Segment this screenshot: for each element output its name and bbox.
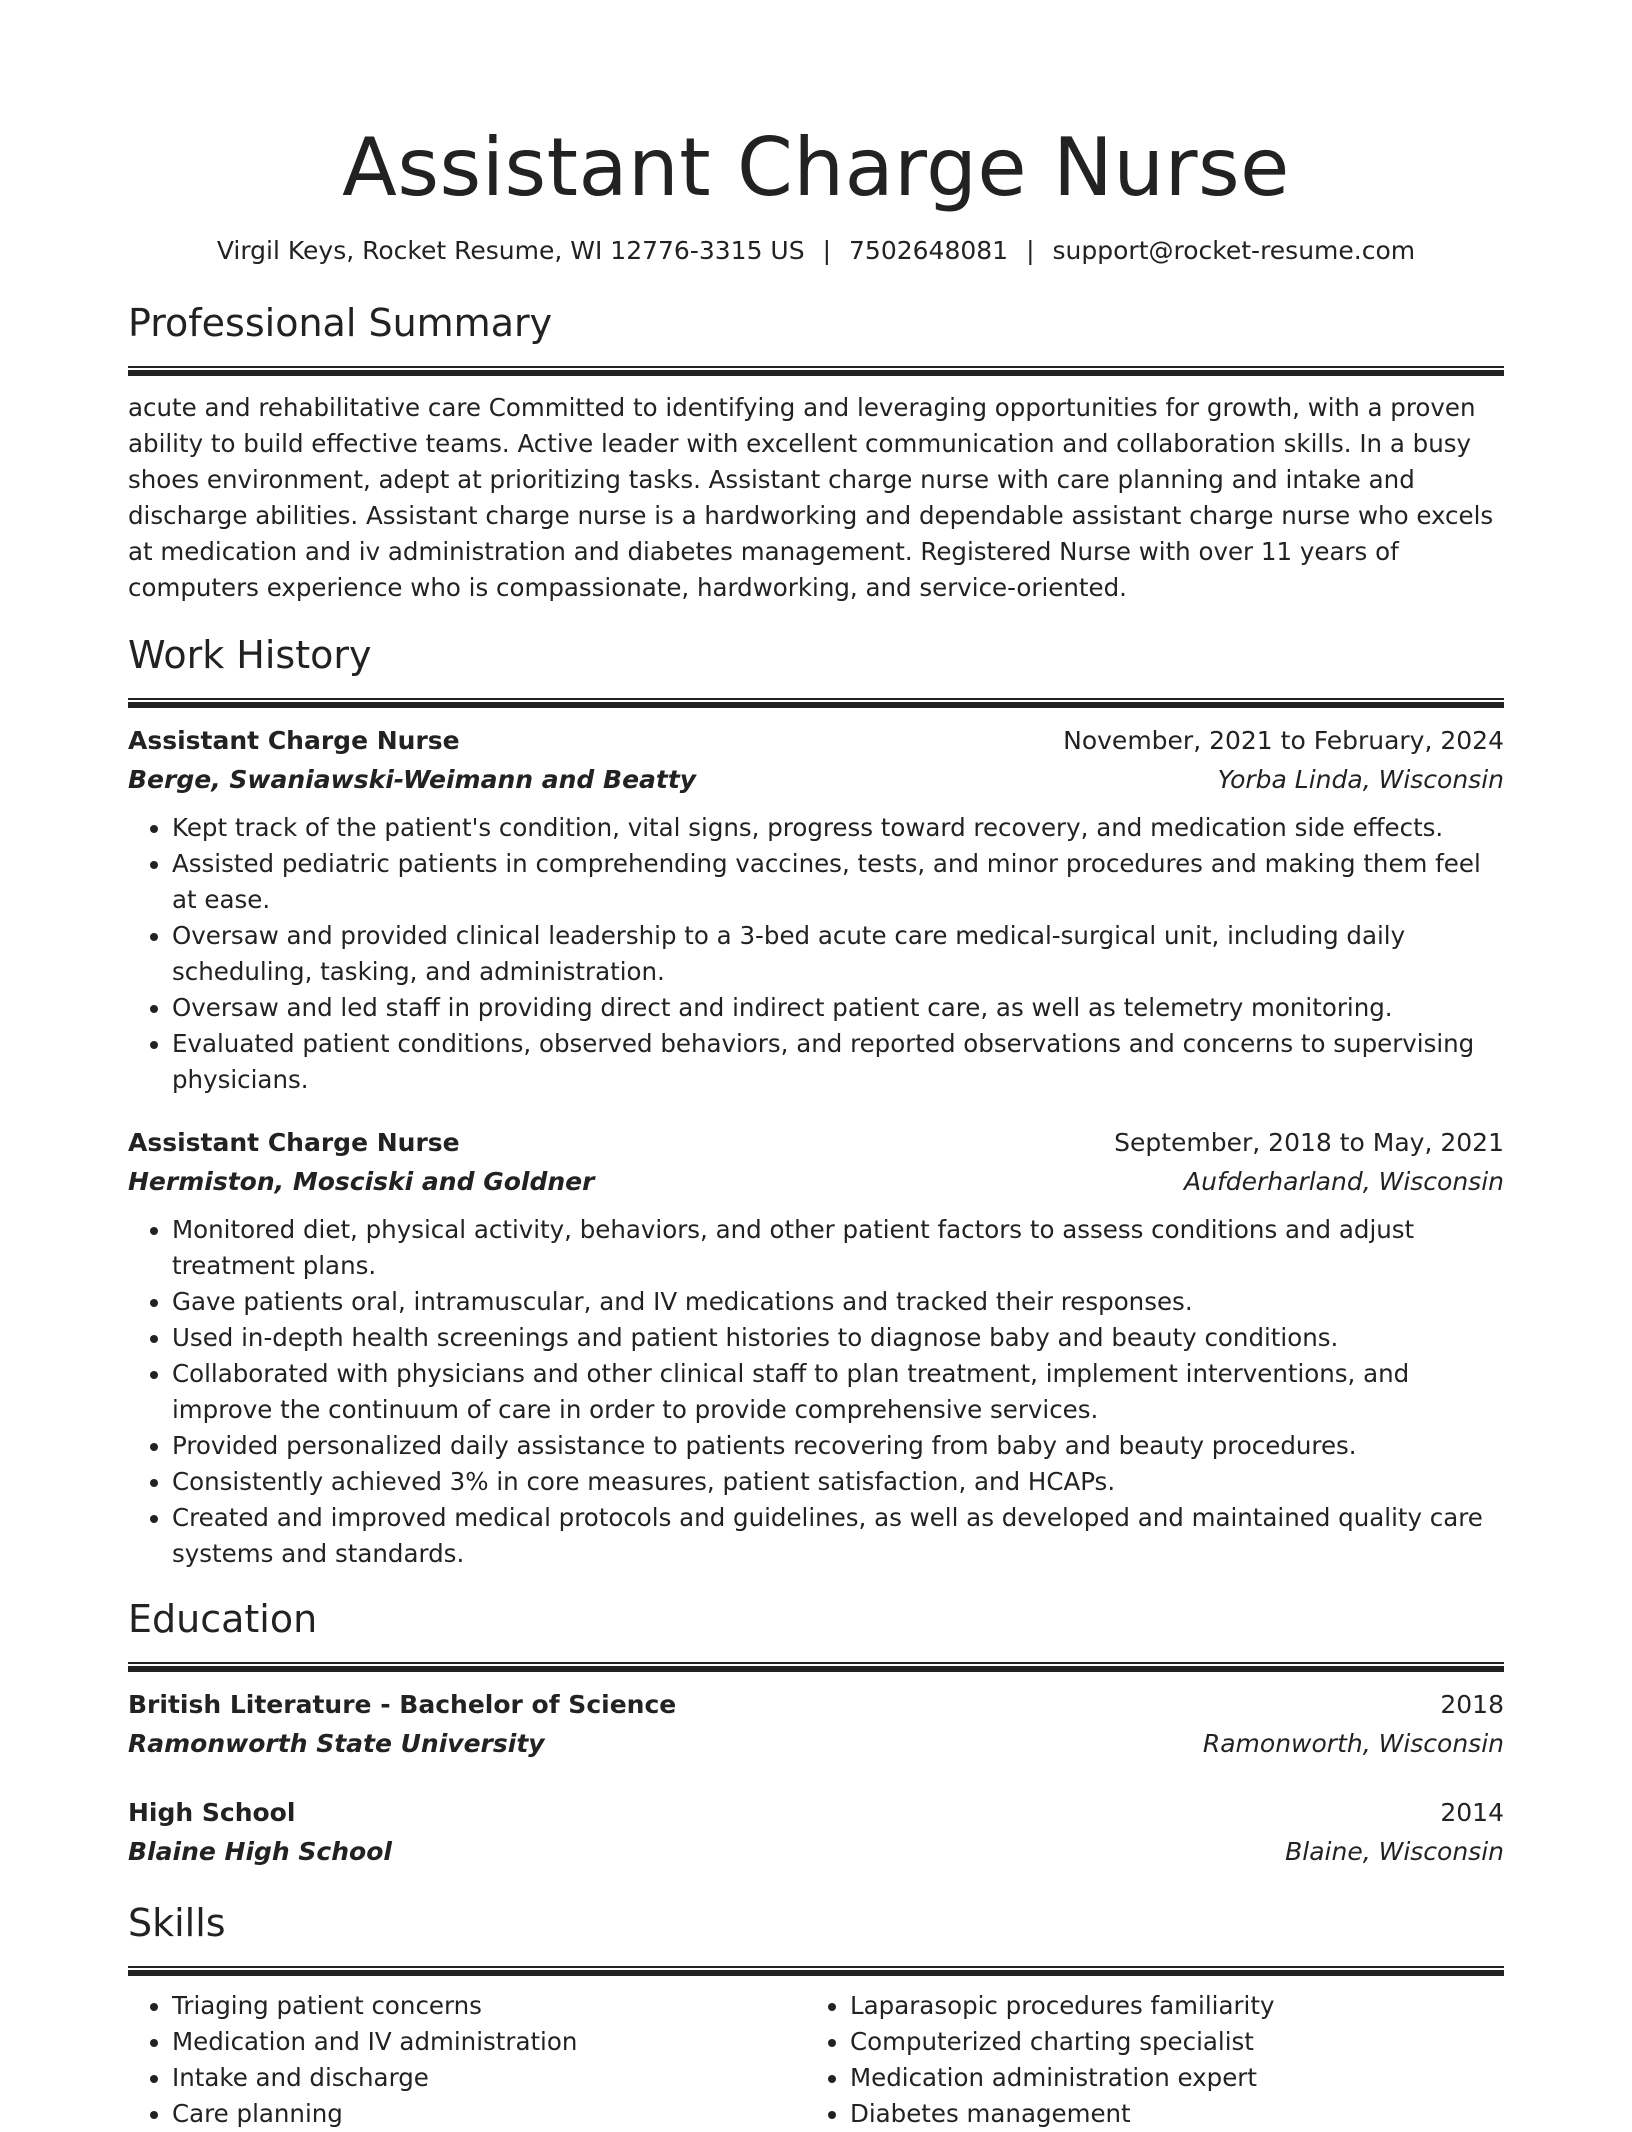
education-school: Ramonworth State University xyxy=(128,1729,545,1758)
job-bullet: • Oversaw and led staff in providing direct and indirect patient care, as well as telemetry monitoring. xyxy=(172,990,1504,1026)
job-dates: November, 2021 to February, 2024 xyxy=(1063,726,1504,755)
job-bullet: • Oversaw and provided clinical leadership to a 3-bed acute care medical-surgical unit, including daily scheduling, tasking, and administration. xyxy=(172,918,1504,990)
job-bullet: • Gave patients oral, intramuscular, and IV medications and tracked their responses. xyxy=(172,1284,1504,1320)
skills-left-column xyxy=(128,1988,806,2132)
education-degree: British Literature - Bachelor of Science xyxy=(128,1690,677,1719)
skill-item: • Laparasopic procedures familiarity xyxy=(850,1988,1484,2024)
job-company: Berge, Swaniawski-Weimann and Beatty xyxy=(128,765,697,794)
section-title-skills: Skills xyxy=(128,1901,226,1945)
job-title: Assistant Charge Nurse xyxy=(128,1128,460,1157)
skills-right-column xyxy=(806,1988,1484,2132)
job-bullet: • Created and improved medical protocols and guidelines, as well as developed and maintained quality care systems and standards. xyxy=(172,1500,1504,1572)
section-rule xyxy=(128,698,1504,708)
work-section xyxy=(128,630,1504,1572)
contact-line xyxy=(128,234,1504,268)
skills-section xyxy=(128,1898,1504,2132)
education-entry xyxy=(128,1794,1504,1872)
contact-address: Virgil Keys, Rocket Resume, WI 12776-3315 US xyxy=(216,236,805,265)
education-school: Blaine High School xyxy=(128,1837,392,1866)
skill-item: • Triaging patient concerns xyxy=(172,1988,806,2024)
contact-separator: | xyxy=(1026,236,1035,265)
summary-section xyxy=(128,298,1504,606)
job-bullets xyxy=(128,810,1504,1098)
skill-item: • Medication administration expert xyxy=(850,2060,1484,2096)
education-location: Ramonworth, Wisconsin xyxy=(1202,1729,1504,1758)
job-bullet: • Provided personalized daily assistance to patients recovering from baby and beauty procedures. xyxy=(172,1428,1504,1464)
job-bullet: • Assisted pediatric patients in comprehending vaccines, tests, and minor procedures and making them feel at ease. xyxy=(172,846,1504,918)
summary-text: acute and rehabilitative care Committed to identifying and leveraging opportunities for growth, with a proven ability to build effective teams. Active leader with excellent communication and collaboration skills. In a busy shoes environment, adept at prioritizing tasks. Assistant charge nurse with care planning and intake and discharge abilities. Assistant charge nurse is a hardworking and dependable assistant charge nurse who excels at medication and iv administration and diabetes management. Registered Nurse with over 11 years of computers experience who is compassionate, hardworking, and service-oriented. xyxy=(128,393,1494,602)
section-title-education: Education xyxy=(128,1597,318,1641)
section-rule xyxy=(128,1966,1504,1976)
resume-name: Assistant Charge Nurse xyxy=(342,121,1290,214)
job-company: Hermiston, Mosciski and Goldner xyxy=(128,1167,595,1196)
job-location: Aufderharland, Wisconsin xyxy=(1184,1167,1504,1196)
education-section xyxy=(128,1594,1504,1872)
job-bullet: • Used in-depth health screenings and patient histories to diagnose baby and beauty conditions. xyxy=(172,1320,1504,1356)
section-title-summary: Professional Summary xyxy=(128,301,553,345)
section-rule xyxy=(128,366,1504,376)
skill-item: • Diabetes management xyxy=(850,2096,1484,2132)
skill-item: • Intake and discharge xyxy=(172,2060,806,2096)
education-degree: High School xyxy=(128,1798,296,1827)
education-location: Blaine, Wisconsin xyxy=(1285,1837,1504,1866)
job-entry xyxy=(128,1124,1504,1572)
job-bullet: • Kept track of the patient's condition, vital signs, progress toward recovery, and medication side effects. xyxy=(172,810,1504,846)
section-rule xyxy=(128,1662,1504,1672)
job-location: Yorba Linda, Wisconsin xyxy=(1217,765,1504,794)
education-year: 2014 xyxy=(1440,1798,1504,1827)
resume-page xyxy=(128,0,1504,2132)
skill-item: • Care planning xyxy=(172,2096,806,2132)
education-year: 2018 xyxy=(1440,1690,1504,1719)
job-bullets xyxy=(128,1212,1504,1572)
job-bullet: • Monitored diet, physical activity, behaviors, and other patient factors to assess conditions and adjust treatment plans. xyxy=(172,1212,1504,1284)
contact-email: support@rocket-resume.com xyxy=(1052,236,1416,265)
job-bullet: • Consistently achieved 3% in core measures, patient satisfaction, and HCAPs. xyxy=(172,1464,1504,1500)
job-dates: September, 2018 to May, 2021 xyxy=(1114,1128,1504,1157)
skills-columns xyxy=(128,1988,1504,2132)
job-bullet: • Collaborated with physicians and other clinical staff to plan treatment, implement interventions, and improve the continuum of care in order to provide comprehensive services. xyxy=(172,1356,1504,1428)
skill-item: • Medication and IV administration xyxy=(172,2024,806,2060)
skill-item: • Computerized charting specialist xyxy=(850,2024,1484,2060)
job-entry xyxy=(128,722,1504,1098)
contact-phone: 7502648081 xyxy=(849,236,1009,265)
job-bullet: • Evaluated patient conditions, observed behaviors, and reported observations and concerns to supervising physicians. xyxy=(172,1026,1504,1098)
section-title-work: Work History xyxy=(128,633,372,677)
contact-separator: | xyxy=(822,236,832,265)
education-entry xyxy=(128,1686,1504,1764)
job-title: Assistant Charge Nurse xyxy=(128,726,460,755)
